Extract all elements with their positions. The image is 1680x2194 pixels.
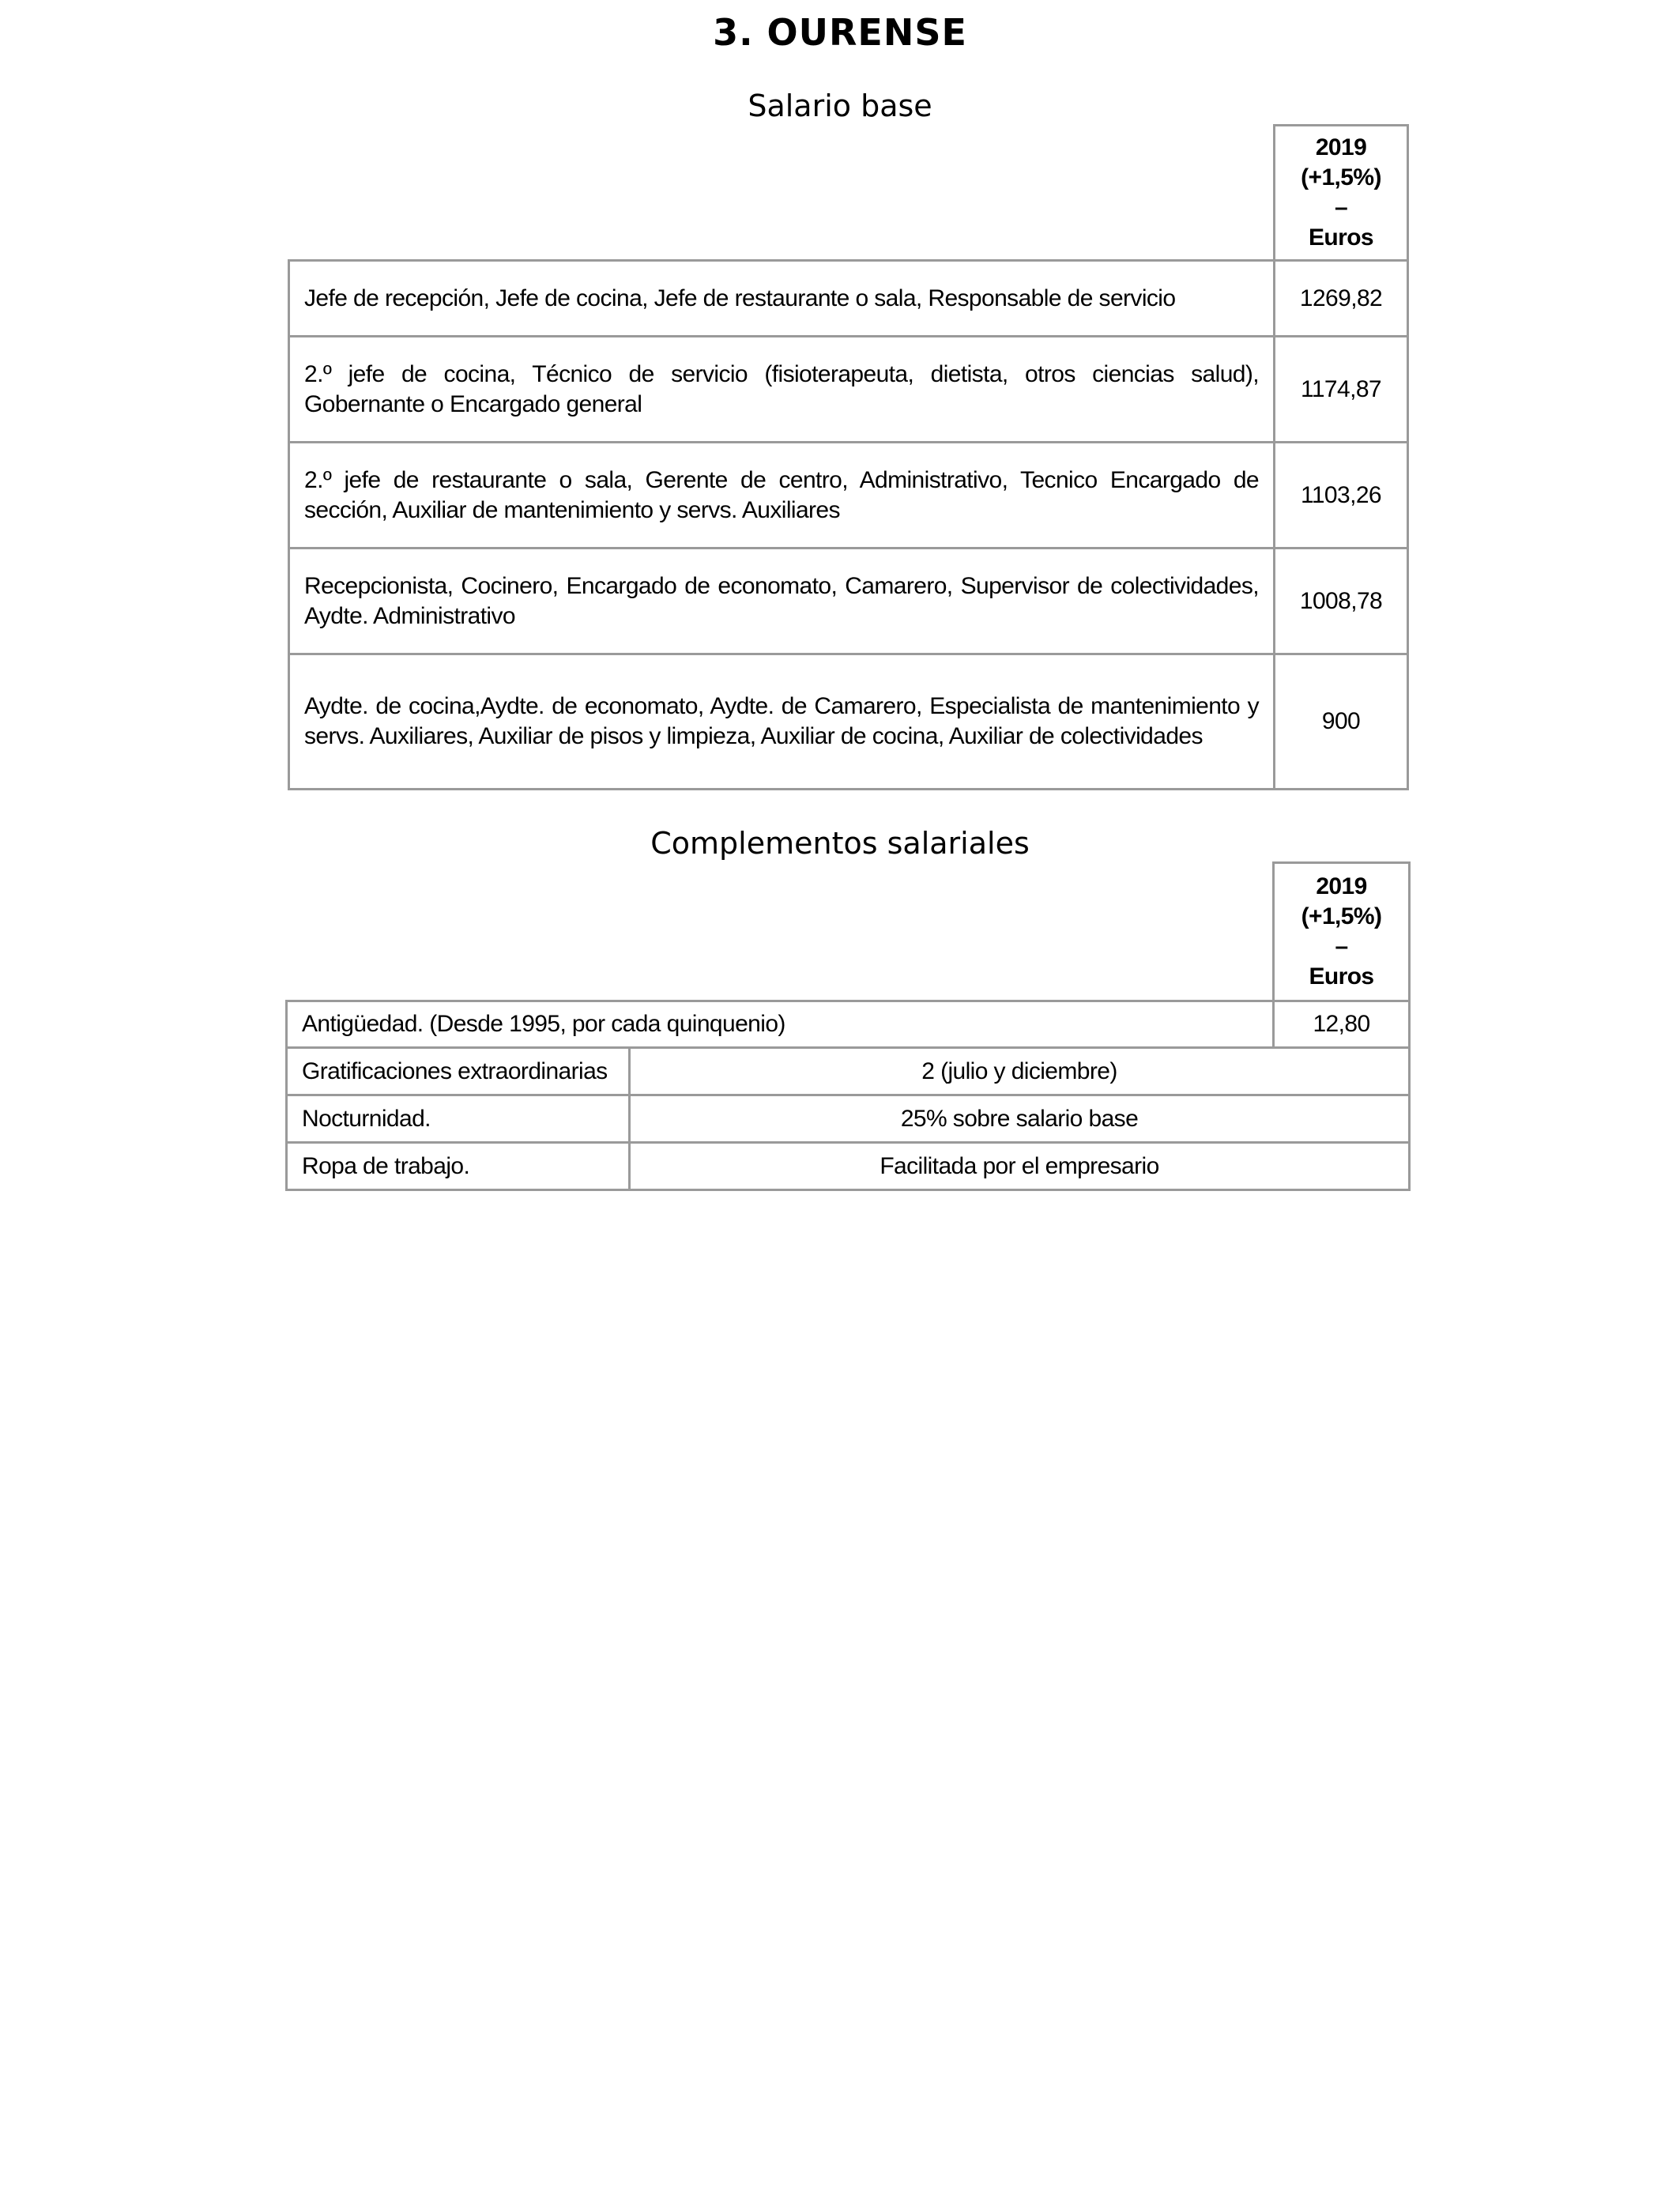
table-row [289,548,1408,654]
category-label: 2.º jefe de restaurante o sala, Gerente de centro, Administrativo, Tecnico Encargado de sección, Auxiliar de mantenimiento y servs. Auxiliares [289,443,1275,548]
antiguedad-value: 12,80 [1274,1001,1410,1048]
antiguedad-label: Antigüedad. (Desde 1995, por cada quinquenio) [287,1001,1274,1048]
table-row [289,337,1408,443]
column-header-2019-euros [1275,126,1408,261]
header-dash: – [1334,194,1348,221]
category-label: Jefe de recepción, Jefe de cocina, Jefe de restaurante o sala, Responsable de servicio [289,261,1275,337]
header-increase: (+1,5%) [1301,164,1381,190]
header-spacer [287,863,1274,1001]
table-row [289,443,1408,548]
header-currency: Euros [1309,963,1374,990]
table-row [287,1143,1410,1190]
category-label: Recepcionista, Cocinero, Encargado de economato, Camarero, Supervisor de colectividades, Aydte. Administrativo [289,548,1275,654]
table-row [287,1095,1410,1143]
table-header-row [289,126,1408,261]
complemento-label: Gratificaciones extraordinarias [287,1048,630,1095]
complementos-table [285,861,1411,1191]
table-row [289,654,1408,790]
salario-base-table [288,124,1409,790]
complementos-heading: Complementos salariales [650,826,1030,861]
salary-value: 900 [1275,654,1408,790]
header-increase: (+1,5%) [1301,903,1382,929]
header-dash: – [1335,933,1348,959]
salary-value: 1269,82 [1275,261,1408,337]
table-row [287,1001,1410,1048]
header-currency: Euros [1308,224,1374,251]
header-year: 2019 [1316,873,1367,899]
page-title: 3. OURENSE [713,11,967,54]
table-header-row [287,863,1410,1001]
header-spacer [289,126,1275,261]
salary-value: 1103,26 [1275,443,1408,548]
table-row [289,261,1408,337]
complemento-label: Nocturnidad. [287,1095,630,1143]
column-header-2019-euros [1274,863,1410,1001]
salary-value: 1174,87 [1275,337,1408,443]
salario-base-heading: Salario base [748,89,932,123]
complemento-label: Ropa de trabajo. [287,1143,630,1190]
category-label: 2.º jefe de cocina, Técnico de servicio (fisioterapeuta, dietista, otros ciencias salud), Gobernante o Encargado general [289,337,1275,443]
table-row [287,1048,1410,1095]
complemento-value: 2 (julio y diciembre) [630,1048,1410,1095]
header-year: 2019 [1315,134,1367,160]
salary-value: 1008,78 [1275,548,1408,654]
complemento-value: Facilitada por el empresario [630,1143,1410,1190]
category-label: Aydte. de cocina,Aydte. de economato, Aydte. de Camarero, Especialista de mantenimiento y servs. Auxiliares, Auxiliar de pisos y limpieza, Auxiliar de cocina, Auxiliar de colectividades [289,654,1275,790]
complemento-value: 25% sobre salario base [630,1095,1410,1143]
